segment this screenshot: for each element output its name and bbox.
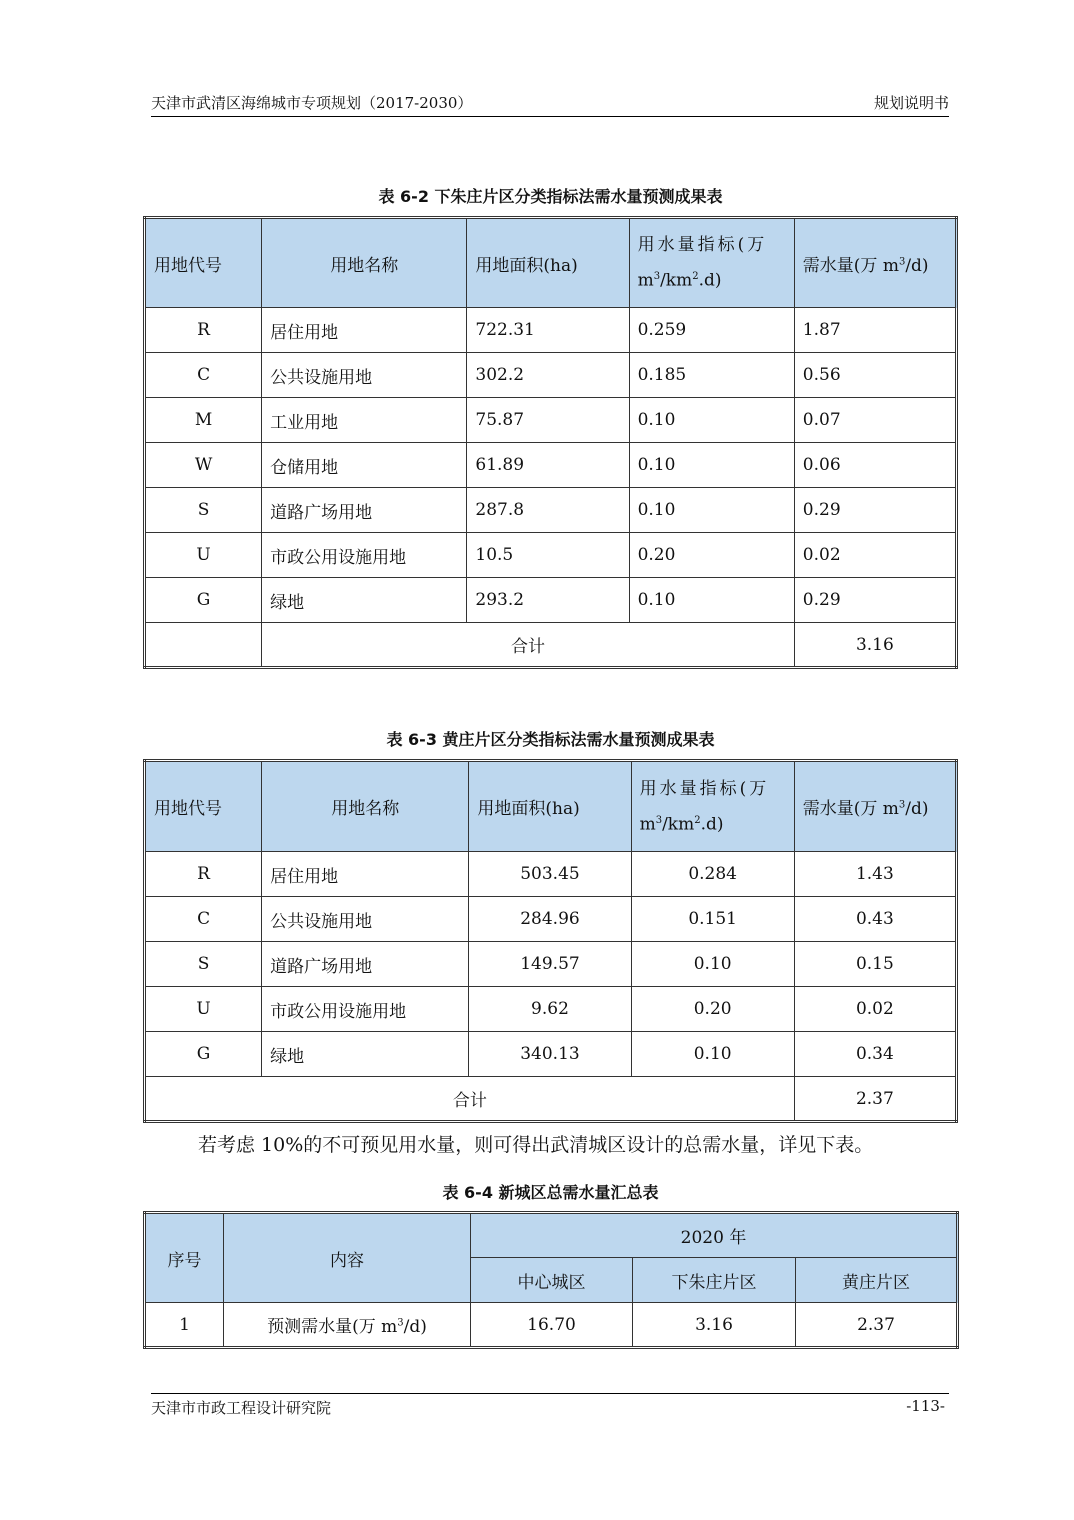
cell-area: 284.96 [469,897,631,942]
table-total-row [145,623,957,668]
cell-area: 722.31 [467,308,629,353]
table-row [145,852,957,897]
cell-name: 公共设施用地 [262,353,467,398]
table-6-3 [143,759,958,1123]
header-demand: 需水量(万 $m^3/d$) [794,761,956,852]
header-area: 用地面积(ha) [469,761,631,852]
cell-empty [145,623,262,668]
table-6-4 [143,1211,959,1349]
cell-name: 仓储用地 [262,443,467,488]
table-6-2 [143,216,958,669]
total-value: 2.37 [794,1077,956,1122]
cell-index: 0.151 [631,897,794,942]
body-paragraph: 若考虑 10%的不可预见用水量，则可得出武清城区设计的总需水量，详见下表。 [198,1134,874,1156]
cell-demand: 0.56 [794,353,956,398]
table-6-2-caption: 表 6-2 下朱庄片区分类指标法需水量预测成果表 [378,187,723,206]
header-area: 用地面积(ha) [467,218,629,308]
cell-name: 公共设施用地 [262,897,469,942]
cell-demand: 0.15 [794,942,956,987]
cell-name: 居住用地 [262,852,469,897]
cell-name: 绿地 [262,578,467,623]
header-xiazhuzhuang: 下朱庄片区 [633,1258,796,1303]
header-demand: 需水量(万 $m^3/d$) [794,218,956,308]
header-huangzhuang: 黄庄片区 [796,1258,958,1303]
cell-area: 75.87 [467,398,629,443]
page-number: -113- [906,1397,945,1415]
cell-code: R [145,308,262,353]
header-seq: 序号 [145,1213,224,1303]
table-header-row [145,1213,958,1258]
cell-demand: 1.87 [794,308,956,353]
cell-seq: 1 [145,1303,224,1348]
section-label: 规划说明书 [873,94,949,112]
header-central-district: 中心城区 [471,1258,633,1303]
document-title: 天津市武清区海绵城市专项规划（2017-2030） [151,94,473,112]
table-total-row [145,1077,957,1122]
cell-content: 预测需水量(万 $m^3/d$) [224,1303,471,1348]
cell-code: G [145,578,262,623]
table-row [145,897,957,942]
cell-area: 293.2 [467,578,629,623]
cell-name: 工业用地 [262,398,467,443]
table-header-row [145,761,957,852]
table-row [145,308,957,353]
cell-central-value: 16.70 [471,1303,633,1348]
header-year: 2020 年 [471,1213,958,1258]
cell-demand: 0.02 [794,987,956,1032]
cell-demand: 1.43 [794,852,956,897]
table-6-3-caption: 表 6-3 黄庄片区分类指标法需水量预测成果表 [386,730,715,749]
cell-code: U [145,533,262,578]
cell-code: C [145,353,262,398]
cell-index: 0.259 [629,308,794,353]
table-row [145,533,957,578]
cell-index: 0.10 [629,578,794,623]
cell-index: 0.185 [629,353,794,398]
table-row [145,578,957,623]
total-label: 合计 [262,623,795,668]
table-row [145,1303,958,1348]
cell-index: 0.10 [629,443,794,488]
cell-name: 居住用地 [262,308,467,353]
cell-area: 9.62 [469,987,631,1032]
cell-demand: 0.29 [794,578,956,623]
cell-code: S [145,942,262,987]
table-row [145,987,957,1032]
cell-code: W [145,443,262,488]
header-code: 用地代号 [145,218,262,308]
cell-index: 0.20 [629,533,794,578]
cell-name: 市政公用设施用地 [262,533,467,578]
cell-index: 0.20 [631,987,794,1032]
institute-name: 天津市市政工程设计研究院 [151,1399,332,1417]
cell-demand: 0.02 [794,533,956,578]
cell-index: 0.10 [631,942,794,987]
cell-name: 市政公用设施用地 [262,987,469,1032]
cell-area: 10.5 [467,533,629,578]
cell-index: 0.284 [631,852,794,897]
total-label: 合计 [145,1077,795,1122]
table-row [145,398,957,443]
table-row [145,443,957,488]
total-value: 3.16 [794,623,956,668]
page-header [151,90,949,117]
cell-code: S [145,488,262,533]
cell-area: 287.8 [467,488,629,533]
cell-demand: 0.06 [794,443,956,488]
cell-xiazhuzhuang-value: 3.16 [633,1303,796,1348]
page-footer [151,1393,949,1417]
cell-code: C [145,897,262,942]
table-header-row [145,218,957,308]
cell-index: 0.10 [631,1032,794,1077]
table-row [145,942,957,987]
cell-area: 302.2 [467,353,629,398]
table-row [145,488,957,533]
cell-area: 503.45 [469,852,631,897]
cell-code: R [145,852,262,897]
cell-demand: 0.29 [794,488,956,533]
cell-demand: 0.07 [794,398,956,443]
header-name: 用地名称 [262,761,469,852]
cell-area: 61.89 [467,443,629,488]
header-content: 内容 [224,1213,471,1303]
cell-code: U [145,987,262,1032]
table-row [145,353,957,398]
table-row [145,1032,957,1077]
cell-name: 绿地 [262,1032,469,1077]
cell-code: G [145,1032,262,1077]
cell-index: 0.10 [629,488,794,533]
cell-demand: 0.43 [794,897,956,942]
cell-area: 340.13 [469,1032,631,1077]
header-index: 用水量指标(万 $m^3/km^2.d$) [629,218,794,308]
cell-demand: 0.34 [794,1032,956,1077]
cell-name: 道路广场用地 [262,488,467,533]
table-6-4-caption: 表 6-4 新城区总需水量汇总表 [442,1183,659,1202]
cell-huangzhuang-value: 2.37 [796,1303,958,1348]
header-name: 用地名称 [262,218,467,308]
cell-index: 0.10 [629,398,794,443]
cell-area: 149.57 [469,942,631,987]
header-index: 用水量指标(万 $m^3/km^2.d$) [631,761,794,852]
cell-code: M [145,398,262,443]
header-code: 用地代号 [145,761,262,852]
cell-name: 道路广场用地 [262,942,469,987]
